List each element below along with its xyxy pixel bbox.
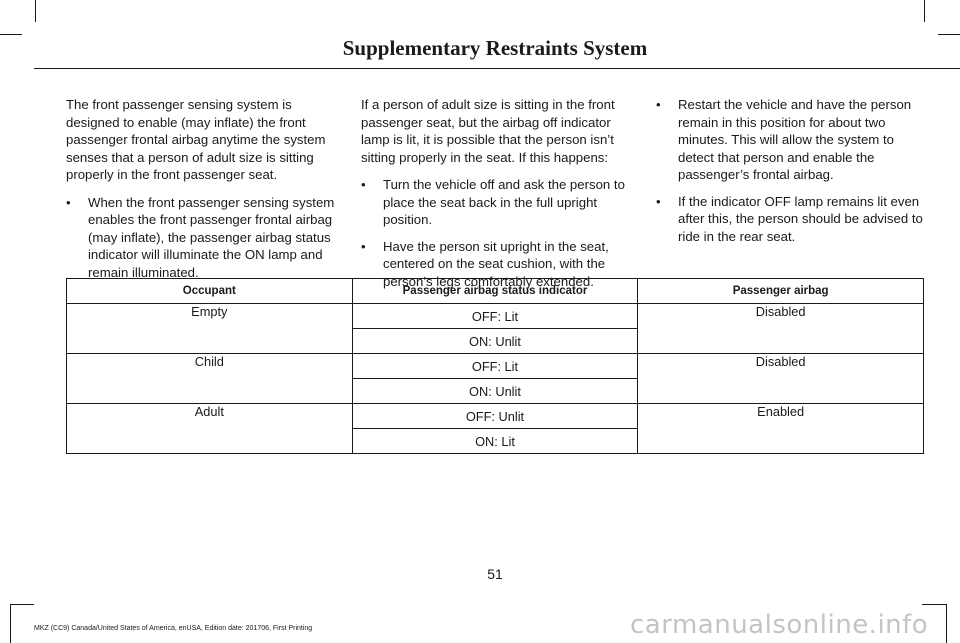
page-title: Supplementary Restraints System <box>342 36 648 60</box>
bullet-list <box>66 194 348 282</box>
crop-mark-top-right-v <box>924 0 925 22</box>
bullet-list <box>361 176 635 290</box>
header-status-indicator: Passenger airbag status indicator <box>352 279 638 304</box>
header-occupant: Occupant <box>67 279 353 304</box>
bullet-item: • Have the person sit upright in the seat, centered on the seat cushion, with the person’s legs comfortably extended. <box>361 238 635 291</box>
bullet-item: • If the indicator OFF lamp remains lit even after this, the person should be advised to ride in the rear seat. <box>656 193 928 246</box>
bullet-item: • Restart the vehicle and have the person remain in this position for about two minutes. This will allow the system to detect that person and enable the passenger’s frontal airbag. <box>656 96 928 184</box>
watermark: carmanualsonline.info <box>630 610 929 640</box>
page-number: 51 <box>487 566 503 582</box>
crop-mark-top-right-h <box>938 34 960 35</box>
indicator-cell: ON: Unlit <box>352 329 638 354</box>
table-row <box>67 404 924 429</box>
indicator-cell: ON: Unlit <box>352 379 638 404</box>
crop-mark-bottom-left-v <box>10 604 11 643</box>
crop-mark-bottom-right-v <box>946 604 947 643</box>
bullet-item: • When the front passenger sensing system enables the front passenger frontal airbag (may inflate), the passenger airbag status indicator will illuminate the ON lamp and remain illuminated. <box>66 194 348 282</box>
occupant-cell: Child <box>67 354 353 404</box>
header-passenger-airbag: Passenger airbag <box>638 279 924 304</box>
bullet-list <box>656 96 928 245</box>
table-header-row <box>67 279 924 304</box>
paragraph: The front passenger sensing system is designed to enable (may inflate) the front passenger frontal airbag anytime the system senses that a person of adult size is sitting properly in the front passenger seat. <box>66 97 326 182</box>
crop-mark-bottom-left-h <box>10 604 34 605</box>
occupant-cell: Adult <box>67 404 353 454</box>
crop-mark-top-left-v <box>35 0 36 22</box>
indicator-cell: OFF: Unlit <box>352 404 638 429</box>
occupant-cell: Empty <box>67 304 353 354</box>
indicator-cell: ON: Lit <box>352 429 638 454</box>
bullet-item: • Turn the vehicle off and ask the person to place the seat back in the full upright position. <box>361 176 635 229</box>
airbag-cell: Disabled <box>638 354 924 404</box>
text-column-2 <box>361 96 635 299</box>
airbag-cell: Enabled <box>638 404 924 454</box>
indicator-cell: OFF: Lit <box>352 304 638 329</box>
crop-mark-top-left-h <box>0 34 22 35</box>
text-column-1 <box>66 96 348 290</box>
airbag-cell: Disabled <box>638 304 924 354</box>
footer-edition-text: MKZ (CC9) Canada/United States of America, enUSA, Edition date: 201706, First Printing <box>34 625 313 632</box>
header-rule <box>34 68 960 69</box>
table-row <box>67 304 924 329</box>
text-column-3 <box>656 96 928 254</box>
paragraph: If a person of adult size is sitting in the front passenger seat, but the airbag off indicator lamp is lit, it is possible that the person isn’t sitting properly in the seat. If this happens: <box>361 97 615 165</box>
airbag-status-table <box>66 278 924 454</box>
indicator-cell: OFF: Lit <box>352 354 638 379</box>
crop-mark-bottom-right-h <box>922 604 947 605</box>
table-row <box>67 354 924 379</box>
